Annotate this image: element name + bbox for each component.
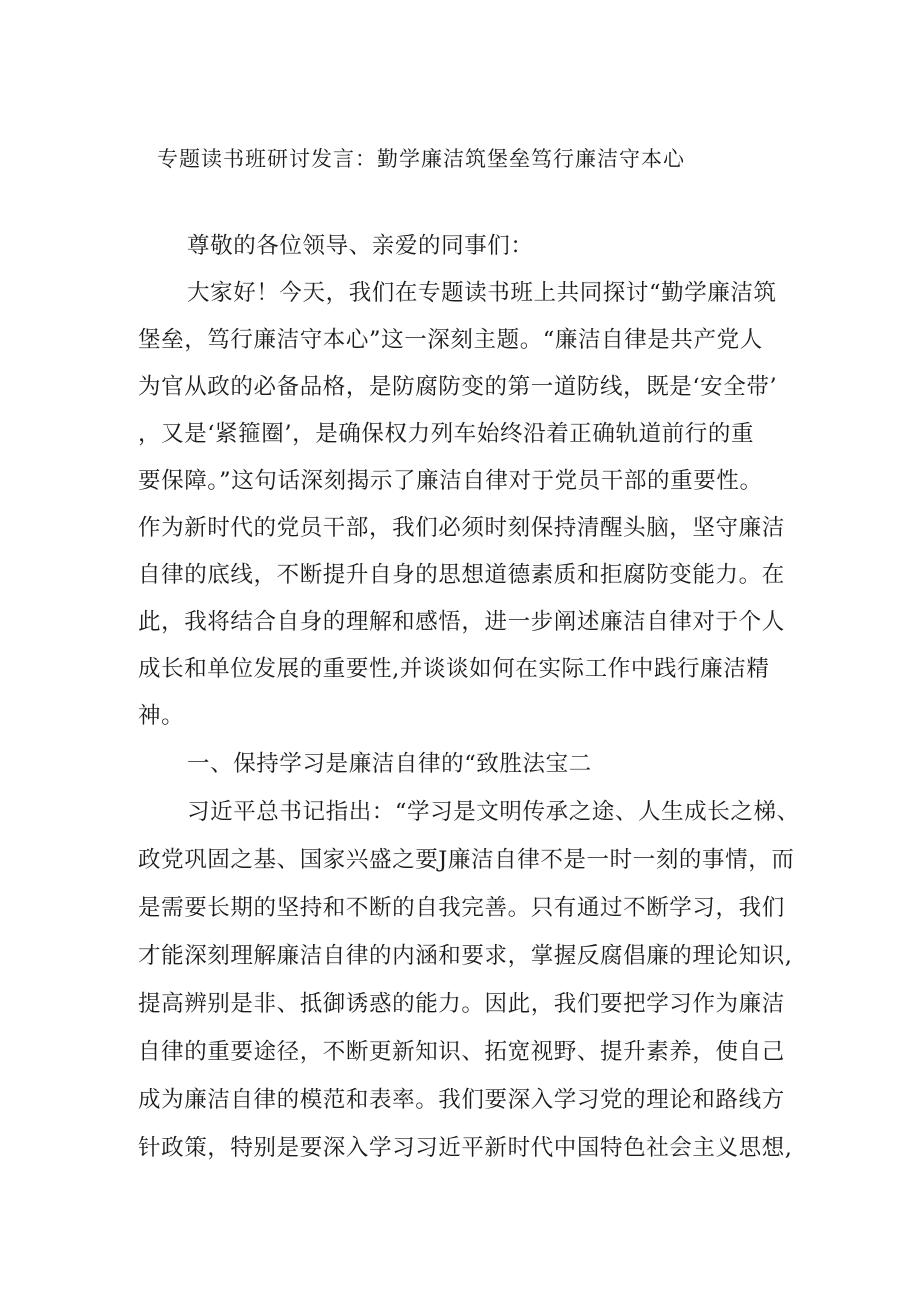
paragraph-line: 神。 [138, 703, 185, 729]
paragraph-line: 作为新时代的党员干部，我们必须时刻保持清醒头脑，坚守廉洁 [138, 515, 785, 541]
paragraph-line: 习近平总书记指出：“学习是文明传承之途、人生成长之梯、 [187, 799, 800, 825]
paragraph-line: 此，我将结合自身的理解和感悟，进一步阐述廉洁自律对于个人 [138, 609, 785, 635]
paragraph-line: 提高辨别是非、抵御诱惑的能力。因此，我们要把学习作为廉洁 [138, 991, 785, 1017]
document-title: 专题读书班研讨发言：勤学廉洁筑堡垒笃行廉洁守本心 [157, 147, 685, 171]
paragraph-line: 政党巩固之基、国家兴盛之要J廉洁自律不是一时一刻的事情，而 [138, 847, 795, 873]
paragraph-line: 是需要长期的坚持和不断的自我完善。只有通过不断学习，我们 [138, 895, 785, 921]
paragraph-line: 成长和单位发展的重要性,并谈谈如何在实际工作中践行廉洁精 [138, 656, 770, 682]
paragraph-line: 才能深刻理解廉洁自律的内涵和要求，掌握反腐倡廉的理论知识, [138, 943, 793, 969]
paragraph-line: 成为廉洁自律的模范和表率。我们要深入学习党的理论和路线方 [138, 1087, 785, 1113]
section-heading-1: 一、保持学习是廉洁自律的“致胜法宝二 [187, 751, 592, 777]
paragraph-line: 自律的底线，不断提升自身的思想道德素质和拒腐防变能力。在 [138, 562, 785, 588]
paragraph-line: 堡垒，笃行廉洁守本心”这一深刻主题。“廉洁自律是共产党人 [138, 327, 763, 353]
paragraph-line: 要保障。”这句话深刻揭示了廉洁自律对于党员干部的重要性。 [138, 468, 763, 494]
paragraph-line: 针政策，特别是要深入学习习近平新时代中国特色社会主义思想, [138, 1135, 793, 1161]
paragraph-line: ，又是‘紧箍圈’，是确保权力列车始终沿着正确轨道前行的重 [138, 421, 755, 447]
salutation: 尊敬的各位领导、亲爱的同事们： [187, 233, 534, 259]
paragraph-line: 自律的重要途径，不断更新知识、拓宽视野、提升素养，使自己 [138, 1039, 785, 1065]
paragraph-line: 为官从政的必备品格，是防腐防变的第一道防线，既是‘安全带’ [138, 374, 778, 400]
paragraph-line: 大家好！今天，我们在专题读书班上共同探讨“勤学廉洁筑 [187, 280, 777, 306]
